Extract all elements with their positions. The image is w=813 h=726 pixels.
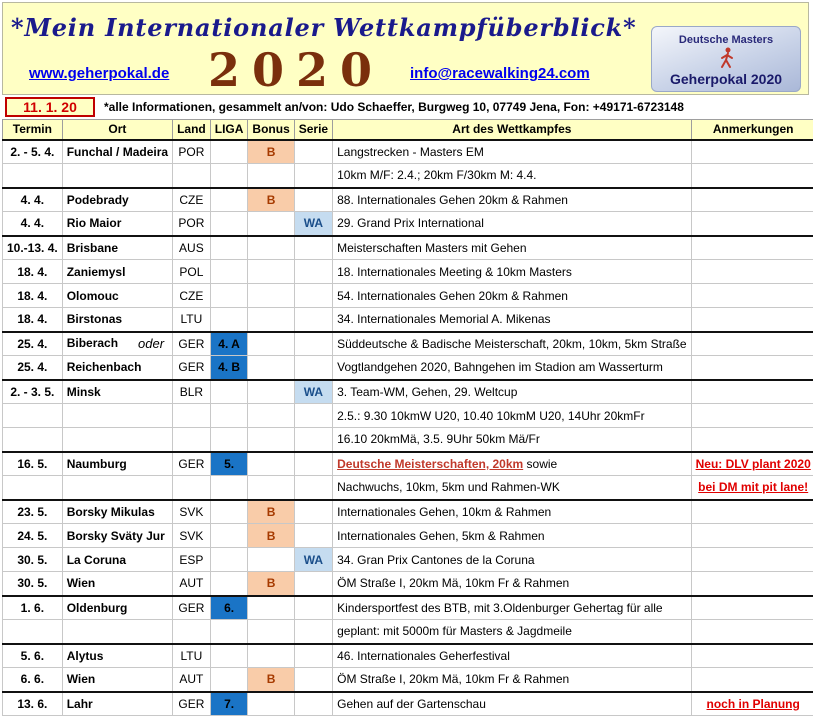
cell-art[interactable] — [333, 164, 692, 188]
cell-land[interactable]: GER — [173, 332, 211, 356]
cell-bonus[interactable]: B — [248, 572, 294, 596]
cell-art[interactable] — [333, 236, 692, 260]
cell-termin[interactable] — [3, 620, 63, 644]
cell-serie[interactable] — [294, 260, 332, 284]
cell-ort[interactable] — [62, 164, 172, 188]
website-link[interactable]: www.geherpokal.de — [29, 65, 170, 82]
cell-bonus[interactable]: B — [248, 140, 294, 164]
cell-termin[interactable]: 5. 6. — [3, 644, 63, 668]
cell-art[interactable] — [333, 212, 692, 236]
col-header-art: Art des Wettkampfes — [333, 120, 692, 140]
walker-icon — [718, 47, 736, 69]
cell-ort[interactable] — [62, 332, 172, 356]
cell-liga[interactable] — [210, 188, 248, 212]
ort-name: Borsky Mikulas — [66, 504, 155, 519]
ort-name: Reichenbach — [66, 360, 142, 375]
cell-termin[interactable]: 4. 4. — [3, 188, 63, 212]
cell-bonus[interactable]: B — [248, 188, 294, 212]
cell-bonus[interactable]: B — [248, 500, 294, 524]
cell-serie[interactable] — [294, 476, 332, 500]
ort-name: Wien — [66, 576, 96, 591]
art-text: Gehen auf der Gartenschau — [337, 696, 486, 711]
cell-bonus[interactable] — [248, 356, 294, 380]
table-row — [3, 692, 813, 716]
art-text: 46. Internationales Geherfestival — [337, 648, 510, 663]
cell-bonus[interactable] — [248, 332, 294, 356]
cell-anmerkungen[interactable] — [691, 260, 813, 284]
cell-termin[interactable]: 25. 4. — [3, 356, 63, 380]
table-row — [3, 356, 813, 380]
art-text: 29. Grand Prix International — [337, 216, 484, 231]
cell-liga[interactable]: 5. — [210, 452, 248, 476]
col-header-liga: LIGA — [210, 120, 248, 140]
cell-serie[interactable] — [294, 500, 332, 524]
table-row — [3, 260, 813, 284]
art-text: ÖM Straße I, 20km Mä, 10km Fr & Rahmen — [337, 576, 570, 591]
table-row — [3, 668, 813, 692]
cell-serie[interactable] — [294, 668, 332, 692]
cell-anmerkungen[interactable] — [691, 380, 813, 404]
page-title: *Mein Internationaler Wettkampfüberblick* — [11, 13, 637, 42]
ort-name: Olomouc — [66, 288, 119, 303]
cell-termin[interactable]: 25. 4. — [3, 332, 63, 356]
table-row — [3, 284, 813, 308]
cell-serie[interactable] — [294, 644, 332, 668]
cell-serie[interactable] — [294, 356, 332, 380]
table-row — [3, 644, 813, 668]
cell-liga[interactable]: 4. A — [210, 332, 248, 356]
art-text: geplant: mit 5000m für Masters & Jagdmeile — [337, 624, 572, 639]
logo-top-text: Deutsche Masters — [678, 34, 774, 46]
cell-liga[interactable] — [210, 212, 248, 236]
cell-bonus[interactable] — [248, 308, 294, 332]
cell-ort[interactable] — [62, 452, 172, 476]
cell-serie[interactable] — [294, 308, 332, 332]
cell-ort[interactable] — [62, 500, 172, 524]
cell-land[interactable]: POL — [173, 260, 211, 284]
cell-ort[interactable] — [62, 548, 172, 572]
table-row — [3, 404, 813, 428]
cell-land[interactable]: LTU — [173, 644, 211, 668]
cell-termin[interactable]: 16. 5. — [3, 452, 63, 476]
table-row — [3, 380, 813, 404]
art-text: sowie — [523, 456, 558, 471]
cell-bonus[interactable] — [248, 596, 294, 620]
cell-serie[interactable] — [294, 572, 332, 596]
table-row — [3, 500, 813, 524]
art-text: Langstrecken - Masters EM — [337, 144, 484, 159]
cell-liga[interactable] — [210, 644, 248, 668]
cell-land[interactable] — [173, 404, 211, 428]
cell-bonus[interactable]: B — [248, 668, 294, 692]
art-text: Kindersportfest des BTB, mit 3.Oldenburger Gehertag für alle — [337, 600, 663, 615]
cell-serie[interactable] — [294, 524, 332, 548]
cell-termin[interactable]: 2. - 3. 5. — [3, 380, 63, 404]
art-text: Meisterschaften Masters mit Gehen — [337, 240, 527, 255]
table-row — [3, 308, 813, 332]
col-header-termin: Termin — [3, 120, 63, 140]
cell-anmerkungen[interactable]: Neu: DLV plant 2020 — [691, 452, 813, 476]
cell-anmerkungen[interactable] — [691, 284, 813, 308]
cell-ort[interactable] — [62, 380, 172, 404]
cell-art[interactable] — [333, 404, 692, 428]
cell-art[interactable] — [333, 692, 692, 716]
cell-ort[interactable] — [62, 596, 172, 620]
cell-termin[interactable]: 30. 5. — [3, 572, 63, 596]
cell-ort[interactable] — [62, 692, 172, 716]
cell-liga[interactable]: 7. — [210, 692, 248, 716]
cell-land[interactable]: GER — [173, 692, 211, 716]
col-header-serie: Serie — [294, 120, 332, 140]
cell-serie[interactable] — [294, 332, 332, 356]
cell-serie[interactable] — [294, 404, 332, 428]
ort-name: Lahr — [66, 696, 93, 711]
cell-art[interactable] — [333, 668, 692, 692]
cell-liga[interactable] — [210, 380, 248, 404]
col-header-land: Land — [173, 120, 211, 140]
cell-art[interactable] — [333, 188, 692, 212]
cell-anmerkungen[interactable] — [691, 236, 813, 260]
cell-serie[interactable]: WA — [294, 548, 332, 572]
cell-serie[interactable] — [294, 140, 332, 164]
schedule-table — [2, 119, 813, 716]
cell-serie[interactable] — [294, 236, 332, 260]
cell-termin[interactable] — [3, 404, 63, 428]
cell-liga[interactable] — [210, 164, 248, 188]
cell-termin[interactable] — [3, 164, 63, 188]
table-row — [3, 476, 813, 500]
cell-art[interactable] — [333, 548, 692, 572]
cell-art[interactable] — [333, 644, 692, 668]
cell-liga[interactable] — [210, 476, 248, 500]
cell-bonus[interactable] — [248, 164, 294, 188]
cell-termin[interactable] — [3, 476, 63, 500]
table-row — [3, 524, 813, 548]
cell-art[interactable] — [333, 452, 692, 476]
cell-anmerkungen[interactable] — [691, 140, 813, 164]
cell-termin[interactable]: 18. 4. — [3, 284, 63, 308]
cell-liga[interactable] — [210, 668, 248, 692]
col-header-ort: Ort — [62, 120, 172, 140]
info-line: *alle Informationen, gesammelt an/von: Udo Schaeffer, Burgweg 10, 07749 Jena, Fon: +49171-6723148 — [104, 100, 684, 114]
cell-bonus[interactable] — [248, 644, 294, 668]
cell-anmerkungen[interactable] — [691, 620, 813, 644]
cell-liga[interactable] — [210, 428, 248, 452]
art-text: Internationales Gehen, 5km & Rahmen — [337, 528, 545, 543]
cell-anmerkungen[interactable] — [691, 548, 813, 572]
cell-termin[interactable]: 1. 6. — [3, 596, 63, 620]
art-text: 34. Internationales Memorial A. Mikenas — [337, 312, 551, 327]
geherpokal-logo — [651, 26, 801, 92]
ort-name: Wien — [66, 672, 96, 687]
championship-link[interactable]: Deutsche Meisterschaften, 20km — [337, 456, 524, 471]
cell-bonus[interactable] — [248, 620, 294, 644]
cell-liga[interactable]: 6. — [210, 596, 248, 620]
cell-anmerkungen[interactable] — [691, 428, 813, 452]
header-row — [3, 120, 813, 140]
cell-anmerkungen[interactable] — [691, 524, 813, 548]
header-banner — [2, 2, 809, 95]
cell-bonus[interactable] — [248, 404, 294, 428]
cell-termin[interactable] — [3, 428, 63, 452]
table-row — [3, 188, 813, 212]
cell-art[interactable] — [333, 284, 692, 308]
table-row — [3, 548, 813, 572]
col-header-bonus: Bonus — [248, 120, 294, 140]
cell-serie[interactable]: WA — [294, 380, 332, 404]
cell-anmerkungen[interactable]: bei DM mit pit lane! — [691, 476, 813, 500]
cell-land[interactable]: AUT — [173, 668, 211, 692]
cell-bonus[interactable] — [248, 380, 294, 404]
art-text: Süddeutsche & Badische Meisterschaft, 20km, 10km, 5km Straße — [337, 336, 687, 351]
cell-serie[interactable] — [294, 284, 332, 308]
table-row — [3, 164, 813, 188]
cell-ort[interactable] — [62, 140, 172, 164]
cell-ort[interactable] — [62, 236, 172, 260]
cell-land[interactable]: CZE — [173, 284, 211, 308]
art-text: 18. Internationales Meeting & 10km Masters — [337, 264, 572, 279]
cell-serie[interactable] — [294, 596, 332, 620]
table-row — [3, 572, 813, 596]
cell-land[interactable] — [173, 476, 211, 500]
cell-ort[interactable] — [62, 356, 172, 380]
cell-ort[interactable] — [62, 260, 172, 284]
cell-bonus[interactable] — [248, 428, 294, 452]
cell-liga[interactable] — [210, 500, 248, 524]
cell-ort[interactable] — [62, 620, 172, 644]
cell-art[interactable] — [333, 524, 692, 548]
art-text: 54. Internationales Gehen 20km & Rahmen — [337, 288, 568, 303]
year-display: 2020 — [208, 43, 385, 97]
cell-art[interactable] — [333, 308, 692, 332]
ort-name: Oldenburg — [66, 600, 128, 615]
art-text: ÖM Straße I, 20km Mä, 10km Fr & Rahmen — [337, 672, 570, 687]
cell-land[interactable] — [173, 164, 211, 188]
cell-ort[interactable] — [62, 644, 172, 668]
cell-anmerkungen[interactable] — [691, 500, 813, 524]
cell-land[interactable]: GER — [173, 356, 211, 380]
cell-ort[interactable] — [62, 476, 172, 500]
art-text: Nachwuchs, 10km, 5km und Rahmen-WK — [337, 480, 560, 495]
cell-bonus[interactable] — [248, 452, 294, 476]
cell-bonus[interactable] — [248, 284, 294, 308]
cell-termin[interactable]: 18. 4. — [3, 260, 63, 284]
art-text: 10km M/F: 2.4.; 20km F/30km M: 4.4. — [337, 168, 537, 183]
cell-liga[interactable] — [210, 236, 248, 260]
table-row — [3, 452, 813, 476]
cell-anmerkungen[interactable] — [691, 644, 813, 668]
cell-land[interactable]: SVK — [173, 524, 211, 548]
art-text: 3. Team-WM, Gehen, 29. Weltcup — [337, 384, 518, 399]
cell-art[interactable] — [333, 140, 692, 164]
cell-termin[interactable]: 13. 6. — [3, 692, 63, 716]
cell-land[interactable]: BLR — [173, 380, 211, 404]
art-text: 34. Gran Prix Cantones de la Coruna — [337, 552, 535, 567]
cell-serie[interactable] — [294, 188, 332, 212]
ort-name: Brisbane — [66, 240, 119, 255]
cell-art[interactable] — [333, 596, 692, 620]
cell-termin[interactable]: 30. 5. — [3, 548, 63, 572]
cell-land[interactable]: SVK — [173, 500, 211, 524]
table-row — [3, 620, 813, 644]
cell-land[interactable]: GER — [173, 452, 211, 476]
cell-serie[interactable]: WA — [294, 212, 332, 236]
table-row — [3, 428, 813, 452]
logo-bottom-text: Geherpokal 2020 — [669, 71, 783, 87]
cell-serie[interactable] — [294, 692, 332, 716]
cell-ort[interactable] — [62, 188, 172, 212]
cell-liga[interactable] — [210, 260, 248, 284]
cell-ort[interactable] — [62, 572, 172, 596]
cell-anmerkungen[interactable] — [691, 332, 813, 356]
cell-anmerkungen[interactable] — [691, 164, 813, 188]
cell-land[interactable]: GER — [173, 596, 211, 620]
table-row — [3, 212, 813, 236]
cell-art[interactable] — [333, 356, 692, 380]
art-text: 2.5.: 9.30 10kmW U20, 10.40 10kmM U20, 14Uhr 20kmFr — [337, 408, 645, 423]
cell-bonus[interactable] — [248, 236, 294, 260]
cell-bonus[interactable] — [248, 260, 294, 284]
art-text: 16.10 20kmMä, 3.5. 9Uhr 50km Mä/Fr — [337, 432, 540, 447]
cell-liga[interactable] — [210, 308, 248, 332]
cell-liga[interactable] — [210, 404, 248, 428]
cell-bonus[interactable] — [248, 548, 294, 572]
cell-serie[interactable] — [294, 620, 332, 644]
cell-ort[interactable] — [62, 668, 172, 692]
cell-termin[interactable]: 23. 5. — [3, 500, 63, 524]
table-row — [3, 140, 813, 164]
col-header-anmerkungen: Anmerkungen — [691, 120, 813, 140]
cell-liga[interactable] — [210, 140, 248, 164]
cell-ort[interactable] — [62, 404, 172, 428]
cell-termin[interactable]: 24. 5. — [3, 524, 63, 548]
email-link[interactable]: info@racewalking24.com — [410, 65, 590, 82]
cell-ort[interactable] — [62, 308, 172, 332]
cell-art[interactable] — [333, 500, 692, 524]
ort-name: Biberach — [66, 336, 119, 351]
art-text: 88. Internationales Gehen 20km & Rahmen — [337, 192, 568, 207]
cell-serie[interactable] — [294, 428, 332, 452]
cell-land[interactable]: POR — [173, 212, 211, 236]
cell-liga[interactable] — [210, 572, 248, 596]
cell-art[interactable] — [333, 380, 692, 404]
cell-land[interactable]: ESP — [173, 548, 211, 572]
cell-art[interactable] — [333, 620, 692, 644]
cell-termin[interactable]: 2. - 5. 4. — [3, 140, 63, 164]
cell-bonus[interactable] — [248, 692, 294, 716]
cell-liga[interactable] — [210, 284, 248, 308]
cell-serie[interactable] — [294, 452, 332, 476]
ort-name: Rio Maior — [66, 216, 122, 231]
cell-land[interactable]: CZE — [173, 188, 211, 212]
cell-anmerkungen[interactable] — [691, 188, 813, 212]
ort-name: La Coruna — [66, 552, 127, 567]
cell-termin[interactable]: 6. 6. — [3, 668, 63, 692]
cell-land[interactable]: AUT — [173, 572, 211, 596]
cell-ort[interactable] — [62, 284, 172, 308]
cell-art[interactable] — [333, 572, 692, 596]
cell-termin[interactable]: 4. 4. — [3, 212, 63, 236]
ort-name: Zaniemysl — [66, 264, 126, 279]
ort-name: Birstonas — [66, 312, 123, 327]
art-text: Internationales Gehen, 10km & Rahmen — [337, 504, 552, 519]
cell-anmerkungen[interactable] — [691, 668, 813, 692]
ort-name: Funchal / Madeira — [66, 144, 169, 159]
art-text: Vogtlandgehen 2020, Bahngehen im Stadion am Wasserturm — [337, 360, 663, 375]
cell-anmerkungen[interactable] — [691, 212, 813, 236]
cell-land[interactable]: POR — [173, 140, 211, 164]
ort-name: Naumburg — [66, 456, 127, 471]
table-row — [3, 332, 813, 356]
cell-ort[interactable] — [62, 212, 172, 236]
table-row — [3, 236, 813, 260]
cell-land[interactable] — [173, 620, 211, 644]
cell-anmerkungen[interactable] — [691, 356, 813, 380]
cell-land[interactable] — [173, 428, 211, 452]
ort-name: Alytus — [66, 648, 104, 663]
ort-name: Minsk — [66, 384, 101, 399]
cell-termin[interactable]: 10.-13. 4. — [3, 236, 63, 260]
cell-serie[interactable] — [294, 164, 332, 188]
cell-liga[interactable] — [210, 620, 248, 644]
date-cell: 11. 1. 20 — [5, 97, 95, 117]
cell-anmerkungen[interactable] — [691, 596, 813, 620]
ort-name: Borsky Sväty Jur — [66, 528, 165, 543]
cell-land[interactable]: LTU — [173, 308, 211, 332]
cell-anmerkungen[interactable] — [691, 308, 813, 332]
cell-liga[interactable]: 4. B — [210, 356, 248, 380]
cell-land[interactable]: AUS — [173, 236, 211, 260]
cell-art[interactable] — [333, 428, 692, 452]
ort-name: Podebrady — [66, 192, 129, 207]
cell-liga[interactable] — [210, 524, 248, 548]
cell-liga[interactable] — [210, 548, 248, 572]
cell-ort[interactable] — [62, 524, 172, 548]
oder-note: oder — [138, 336, 165, 352]
cell-bonus[interactable]: B — [248, 524, 294, 548]
cell-art[interactable] — [333, 332, 692, 356]
cell-termin[interactable]: 18. 4. — [3, 308, 63, 332]
cell-bonus[interactable] — [248, 212, 294, 236]
cell-bonus[interactable] — [248, 476, 294, 500]
table-row — [3, 596, 813, 620]
cell-anmerkungen[interactable] — [691, 404, 813, 428]
cell-anmerkungen[interactable] — [691, 572, 813, 596]
cell-anmerkungen[interactable]: noch in Planung — [691, 692, 813, 716]
cell-art[interactable] — [333, 260, 692, 284]
cell-art[interactable] — [333, 476, 692, 500]
cell-ort[interactable] — [62, 428, 172, 452]
